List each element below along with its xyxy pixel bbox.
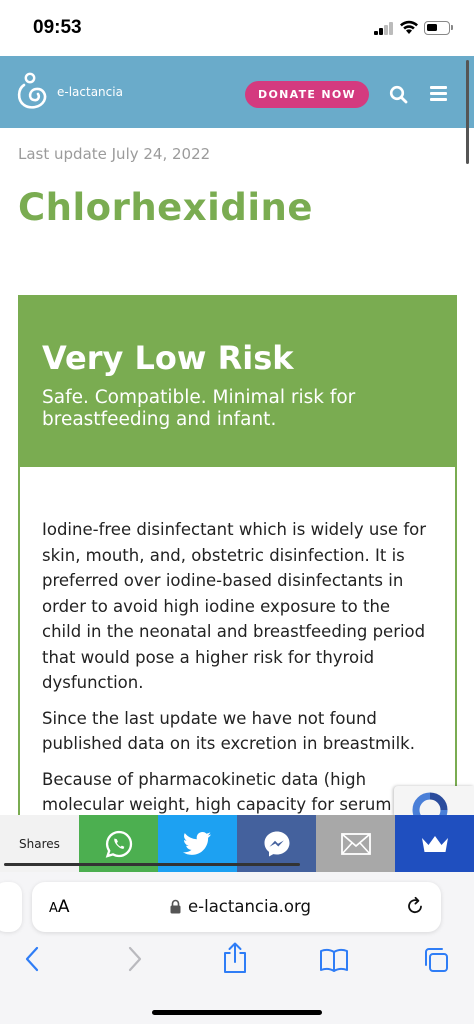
risk-summary: Safe. Compatible. Minimal risk for breastfeeding and infant. (42, 387, 356, 430)
previous-tab-edge[interactable] (0, 882, 22, 932)
risk-card (18, 295, 457, 835)
risk-level: Very Low Risk (42, 339, 294, 377)
risk-header (20, 297, 455, 467)
last-update-text: Last update July 24, 2022 (18, 145, 211, 163)
search-icon[interactable] (389, 85, 408, 104)
risk-paragraph: Iodine-free disinfectant which is widely use for skin, mouth, and, obstetric disinfection. It is preferred over iodine-based disinfectants in order to avoid high iodine exposure to the child in the neonatal and breastfeeding period that would pose a higher risk for thyroid dysfunction. (42, 520, 427, 692)
lock-icon (170, 899, 181, 914)
reader-settings-button[interactable]: AA (49, 897, 70, 917)
share-bar-scroll-indicator (4, 863, 300, 866)
risk-paragraph: Since the last update we have not found published data on its excretion in breastmilk. (42, 708, 415, 753)
whatsapp-icon (104, 829, 134, 859)
browser-toolbar (0, 872, 474, 1024)
e-lactancia-logo-icon[interactable] (16, 72, 48, 110)
tabs-icon[interactable] (422, 946, 450, 974)
cellular-signal-icon (374, 22, 394, 35)
page-title: Chlorhexidine (18, 186, 313, 229)
twitter-icon (183, 831, 213, 857)
site-name[interactable]: e-lactancia (57, 85, 123, 99)
wifi-icon (399, 19, 419, 35)
shares-label: Shares (0, 815, 79, 872)
url-text[interactable]: e-lactancia.org (188, 897, 311, 916)
reload-icon[interactable] (405, 896, 425, 916)
hamburger-menu-icon[interactable] (430, 86, 447, 101)
messenger-icon (262, 829, 292, 859)
recaptcha-badge[interactable] (394, 786, 474, 818)
email-share-button[interactable] (316, 815, 395, 872)
mail-icon (341, 833, 371, 855)
status-bar (0, 0, 474, 56)
status-time: 09:53 (33, 17, 82, 38)
risk-paragraph: Because of pharmacokinetic data (high molecular weight, high capacity for serum (42, 769, 392, 814)
forward-icon[interactable] (127, 946, 143, 972)
risk-description (42, 517, 434, 828)
bookmarks-icon[interactable] (319, 948, 349, 972)
sumo-share-button[interactable] (395, 815, 474, 872)
back-icon[interactable] (24, 946, 40, 972)
home-indicator (152, 1010, 322, 1015)
address-bar[interactable] (32, 882, 441, 932)
battery-icon (424, 21, 450, 35)
share-icon[interactable] (222, 942, 248, 974)
scroll-indicator (466, 60, 469, 164)
donate-button[interactable]: DONATE NOW (245, 81, 369, 108)
crown-icon (421, 835, 449, 853)
